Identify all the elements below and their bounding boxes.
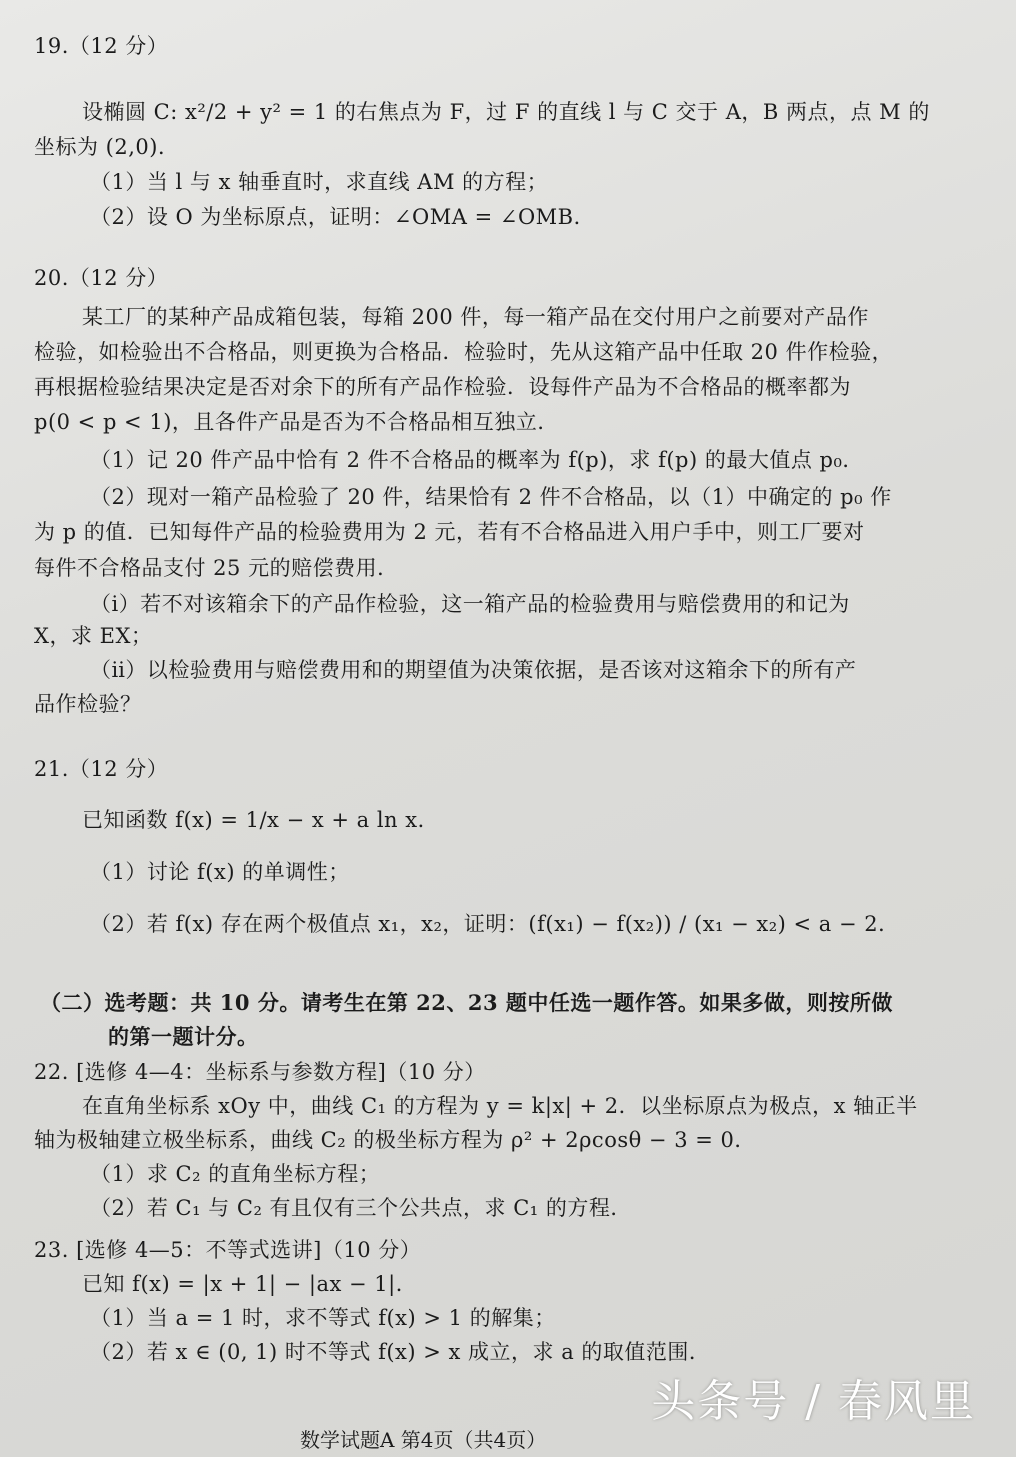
q20-heading: 20.（12 分）	[34, 266, 169, 290]
q20-line: （ⅱ）以检验费用与赔偿费用和的期望值为决策依据，是否该对这箱余下的所有产	[90, 658, 857, 682]
q20-line: 每件不合格品支付 25 元的赔偿费用．	[34, 556, 399, 580]
section2-line: 的第一题计分。	[108, 1024, 259, 1049]
q20-line: （1）记 20 件产品中恰有 2 件不合格品的概率为 f(p)，求 f(p) 的最大值点 p₀．	[90, 448, 864, 472]
q21-line: （2）若 f(x) 存在两个极值点 x₁，x₂，证明：(f(x₁) − f(x₂)) / (x₁ − x₂) < a − 2．	[90, 912, 900, 936]
q20-line: 品作检验？	[34, 692, 142, 716]
page-footer: 数学试题A 第4页（共4页）	[300, 1428, 547, 1452]
q22-line: 在直角坐标系 xOy 中，曲线 C₁ 的方程为 y = k|x| + 2．以坐标原点为极点，x 轴正半	[82, 1094, 918, 1118]
q20-line: 检验，如检验出不合格品，则更换为合格品．检验时，先从这箱产品中任取 20 件作检验，	[34, 340, 894, 364]
q20-line: （2）现对一箱产品检验了 20 件，结果恰有 2 件不合格品，以（1）中确定的 p₀ 作	[90, 485, 892, 509]
q21-line: （1）讨论 f(x) 的单调性；	[90, 860, 350, 884]
q23-line: 已知 f(x) = |x + 1| − |ax − 1|．	[82, 1272, 418, 1296]
q22-line: 轴为极轴建立极坐标系，曲线 C₂ 的极坐标方程为 ρ² + 2ρcosθ − 3 = 0．	[34, 1128, 756, 1152]
q19-line: 坐标为 (2,0)．	[34, 135, 180, 159]
q23-heading: 23. [选修 4—5：不等式选讲]（10 分）	[34, 1238, 422, 1262]
q23-line: （2）若 x ∈ (0, 1) 时不等式 f(x) > x 成立，求 a 的取值范围．	[90, 1340, 711, 1364]
q20-line: 再根据检验结果决定是否对余下的所有产品作检验．设每件产品为不合格品的概率都为	[34, 375, 851, 399]
q21-heading: 21.（12 分）	[34, 757, 169, 781]
q22-heading: 22. [选修 4—4：坐标系与参数方程]（10 分）	[34, 1060, 486, 1084]
q20-line: p(0 < p < 1)，且各件产品是否为不合格品相互独立．	[34, 410, 559, 434]
q20-line: 为 p 的值．已知每件产品的检验费用为 2 元，若有不合格品进入用户手中，则工厂要对	[34, 520, 865, 544]
watermark: 头条号 / 春风里	[651, 1376, 976, 1427]
q20-line: X，求 EX；	[34, 624, 153, 648]
q19-line: 设椭圆 C: x²/2 + y² = 1 的右焦点为 F，过 F 的直线 l 与 C 交于 A，B 两点，点 M 的	[82, 100, 930, 124]
q22-line: （1）求 C₂ 的直角坐标方程；	[90, 1162, 381, 1186]
q20-line: 某工厂的某种产品成箱包装，每箱 200 件，每一箱产品在交付用户之前要对产品作	[82, 305, 869, 329]
q23-line: （1）当 a = 1 时，求不等式 f(x) > 1 的解集；	[90, 1306, 556, 1330]
q22-line: （2）若 C₁ 与 C₂ 有且仅有三个公共点，求 C₁ 的方程．	[90, 1196, 632, 1220]
q19-heading: 19.（12 分）	[34, 34, 169, 58]
section2-line: （二）选考题：共 10 分。请考生在第 22、23 题中任选一题作答。如果多做，则按所做	[40, 990, 893, 1015]
q19-line: （2）设 O 为坐标原点，证明：∠OMA = ∠OMB．	[90, 205, 596, 229]
q20-line: （ⅰ）若不对该箱余下的产品作检验，这一箱产品的检验费用与赔偿费用的和记为	[90, 592, 850, 616]
q21-line: 已知函数 f(x) = 1/x − x + a ln x．	[82, 808, 440, 832]
q19-line: （1）当 l 与 x 轴垂直时，求直线 AM 的方程；	[90, 170, 549, 194]
